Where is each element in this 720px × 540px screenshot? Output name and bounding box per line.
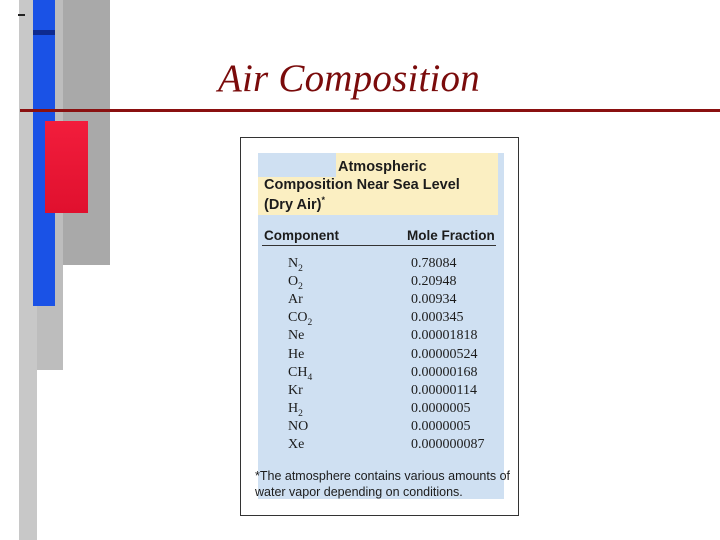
table-row	[0, 292, 720, 310]
mole-fraction-value: 0.000345	[411, 310, 464, 326]
footnote: *The atmosphere contains various amounts of water vapor depending on conditions.	[255, 469, 510, 499]
component-name	[288, 328, 304, 344]
slide-title: Air Composition	[218, 57, 480, 100]
component-name	[288, 401, 303, 419]
table-row	[0, 365, 720, 383]
mole-fraction-value: 0.00000524	[411, 346, 478, 362]
component-symbol: Kr	[288, 382, 303, 398]
component-symbol: O	[288, 274, 299, 290]
table-row	[0, 419, 720, 437]
table-heading-line1: Atmospheric	[338, 159, 427, 175]
component-symbol: Xe	[288, 437, 305, 452]
component-name	[288, 292, 303, 308]
table-row	[0, 310, 720, 328]
decor-bar-navy	[33, 30, 55, 35]
title-rule	[20, 109, 720, 112]
table-row	[0, 274, 720, 292]
decor-stripe	[18, 14, 25, 16]
table-heading-line3: (Dry Air)*	[264, 195, 325, 213]
mole-fraction-value: 0.000000087	[411, 437, 485, 452]
component-symbol: He	[288, 346, 305, 362]
component-symbol: CH	[288, 364, 308, 380]
mole-fraction-value: 0.20948	[411, 274, 457, 290]
table-row	[0, 437, 720, 455]
mole-fraction-value: 0.0000005	[411, 418, 471, 434]
component-symbol: Ne	[288, 328, 305, 344]
component-name	[288, 310, 312, 328]
component-subscript: 4	[307, 372, 313, 383]
column-header-mole-fraction: Mole Fraction	[407, 228, 495, 243]
heading-notch	[258, 153, 336, 177]
component-symbol: Ar	[288, 292, 303, 308]
mole-fraction-value: 0.00934	[411, 292, 457, 308]
table-heading-mark: *	[321, 195, 325, 205]
component-subscript: 2	[307, 318, 313, 329]
component-symbol: N	[288, 256, 299, 271]
component-name	[288, 274, 303, 292]
decor-bar-red	[45, 121, 88, 213]
component-name	[288, 419, 308, 435]
mole-fraction-value: 0.00001818	[411, 328, 478, 344]
component-subscript: 2	[298, 408, 303, 419]
table-heading-line2: Composition Near Sea Level	[264, 177, 460, 193]
column-header-component: Component	[264, 228, 339, 243]
table-row	[0, 256, 720, 274]
table-row	[0, 328, 720, 346]
component-subscript: 2	[298, 281, 303, 292]
table-row	[0, 383, 720, 401]
component-name	[288, 437, 304, 453]
component-symbol: NO	[288, 418, 309, 434]
component-symbol: H	[288, 400, 299, 416]
mole-fraction-value: 0.0000005	[411, 400, 471, 416]
mole-fraction-value: 0.00000114	[411, 382, 477, 398]
component-name	[288, 347, 304, 363]
table-row	[0, 347, 720, 365]
mole-fraction-value: 0.00000168	[411, 364, 478, 380]
component-name	[288, 256, 303, 274]
header-divider	[262, 245, 496, 246]
mole-fraction-value: 0.78084	[411, 256, 457, 271]
component-name	[288, 365, 312, 383]
component-subscript: 2	[298, 263, 303, 274]
component-symbol: CO	[288, 310, 308, 326]
table-row	[0, 401, 720, 419]
component-name	[288, 383, 303, 399]
